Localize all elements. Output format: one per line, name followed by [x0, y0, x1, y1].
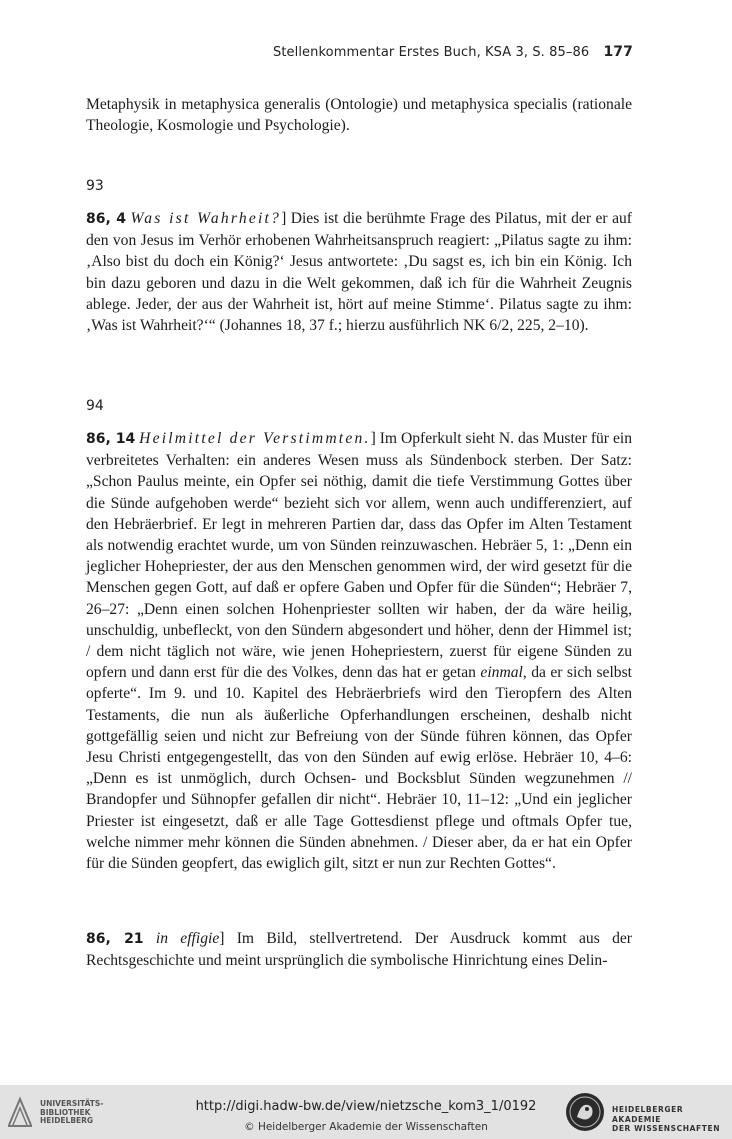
library-name: UNIVERSITÄTS- BIBLIOTHEK HEIDELBERG: [40, 1099, 104, 1125]
entry-body: ] Dies ist die berühmte Frage des Pilatus, mit der er auf den von Jesus im Verhör erhobenen Wahrheitsanspruch reagiert: „Pilatus sagte zu ihm: ‚Also bist du doch ein König?‘ Jesus antwortete: ‚Du sagst es, ich bin ein König. Ich bin dazu geboren und dazu in die Welt gekommen, daß ich für die Wahrheit Zeugnis ablege. Jeder, der aus der Wahrheit ist, hört auf meine Stimme‘. Pilatus sagte zu ihm: ‚Was ist Wahrheit?‘“ (Johannes 18, 37 f.; hierzu ausführlich NK 6/2, 225, 2–10).: [86, 210, 632, 335]
academy-seal-icon: [564, 1091, 606, 1133]
section-number-94: 94: [86, 398, 104, 414]
lemma: in effigie: [155, 930, 220, 947]
running-title: Stellenkommentar Erstes Buch, KSA 3, S. 85–86: [272, 45, 590, 60]
lemma: Was ist Wahrheit?: [130, 210, 282, 227]
academy-logo: [564, 1091, 724, 1135]
intro-paragraph: [86, 94, 632, 136]
source-url-link[interactable]: http://digi.hadw-bw.de/view/nietzsche_kom3_1/0192: [195, 1099, 537, 1114]
line-reference: 86, 21: [86, 931, 144, 947]
copyright-notice: © Heidelberger Akademie der Wissenschaften: [244, 1121, 488, 1133]
page-number: 177: [603, 44, 633, 60]
emphasis: einmal: [480, 664, 523, 682]
running-header: [73, 44, 633, 60]
lemma: Heilmittel der Verstimmten.: [139, 430, 371, 447]
academy-name: HEIDELBERGER AKADEMIE DER WISSENSCHAFTEN: [612, 1105, 721, 1133]
entry-body: ] Im Bild, stellvertretend. Der Ausdruck kommt aus der Rechtsgeschichte und meint ursprünglich die symbolische Hinrichtung eines Delin-: [86, 930, 632, 970]
intro-text: Metaphysik in metaphysica generalis (Ontologie) und metaphysica specialis (rationale Theologie, Kosmologie und Psychologie).: [86, 96, 632, 135]
commentary-entry-86-4: [86, 208, 632, 336]
line-reference: 86, 14: [86, 431, 136, 447]
digitization-footer: [0, 1085, 732, 1139]
entry-body-continued: , da er sich selbst opferte“. Im 9. und 10. Kapitel des Hebräerbriefs wird den Tieropfern des Alten Testaments, die nun als äußerliche Opferhandlungen erscheinen, deshalb nicht gottgefällig seien und nicht zur Befreiung von der Sünde führen können, das Opfer Jesu Christi entgegengestellt, das von den Sünden auf ewig erlöse. Hebräer 10, 4–6: „Denn es ist unmöglich, durch Ochsen- und Bocksblut Sünden wegzunehmen // Brandopfer und Sühnopfer gefallen dir nicht“. Hebräer 10, 11–12: „Und ein jeglicher Priester ist eingesetzt, daß er alle Tage Gottesdienst pflege und oftmals Opfer tue, welche nimmer mehr können die Sünden abnehmen. / Dieser aber, da er hat ein Opfer für die Sünden geopfert, das ewiglich gilt, sitzt er nun zur Rechten Gottes“.: [86, 664, 632, 873]
entry-body: ] Im Opferkult sieht N. das Muster für ein verbreitetes Verhalten: ein anderes Wesen muss als Sündenbock sterben. Der Satz: „Schon Paulus meinte, ein Opfer sei nöthig, damit die tiefe Verstimmung Gottes über die Sünde aufgehoben werde“ bezieht sich vor allem, wenn auch undifferenziert, auf den Hebräerbrief. Er legt in mehreren Partien dar, dass das Opfer im Alten Testament als notwendig erachtet wurde, um von Sünden reinzuwaschen. Hebräer 5, 1: „Denn ein jeglicher Hohepriester, der aus den Menschen genommen wird, der wird gesetzt für die Menschen gegen Gott, auf daß er opfere Gaben und Opfer für die Sünden“; Hebräer 7, 26–27: „Denn einen solchen Hohenpriester sollten wir haben, der da wäre heilig, unschuldig, unbefleckt, von den Sündern abgesondert und höher, denn der Himmel ist; / dem nicht täglich not wäre, wie jenen Hohepriestern, zuerst für eigene Sünden zu opfern und dann erst für die des Volkes, denn das hat er getan: [86, 430, 632, 682]
commentary-entry-86-14: [86, 428, 632, 874]
line-reference: 86, 4: [86, 211, 126, 227]
section-number-93: 93: [86, 178, 104, 194]
commentary-entry-86-21: [86, 928, 632, 971]
